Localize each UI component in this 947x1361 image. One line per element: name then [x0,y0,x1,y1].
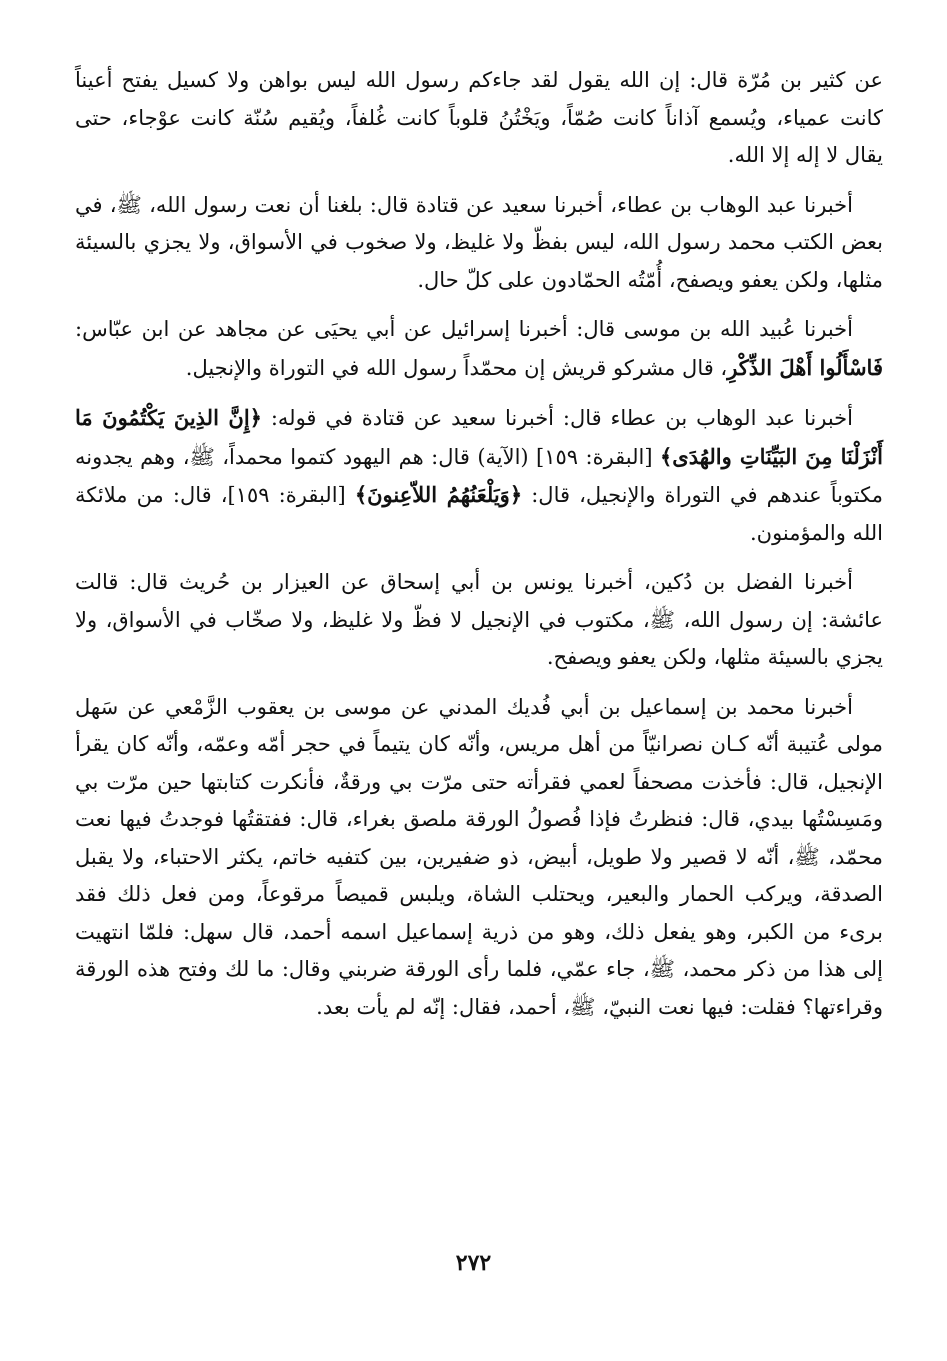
paragraph-text: ، قال مشركو قريش إن محمّداً رسول الله في التوراة والإنجيل. [185,355,728,380]
paragraph-text: أخبرنا الفضل بن دُكين، أخبرنا يونس بن أبي إسحاق عن العيزار بن حُريث قال: قالت عائشة: إن رسول الله، ﷺ، مكتوب في الإنجيل لا فظّ ولا غليظ، ولا صخّاب في الأسواق، ولا يجزي بالسيئة مثلها، ولكن يعفو ويصفح. [75,570,883,669]
paragraph-4 [75,399,883,552]
page-number: ٢٧٢ [455,1250,492,1276]
paragraph-5 [75,564,883,677]
quran-quote: ﴿وَيَلْعَنُهُمُ اللاّعِنونَ﴾ [354,482,523,507]
paragraph-text: [البقرة: ١٥٩] (الآية) قال: هم اليهود كتموا محمداً، ﷺ، وهم يجدونه مكتوباً عندهم في التوراة والإنجيل، قال: [75,444,883,507]
paragraph-text: عن كثير بن مُرّة قال: إن الله يقول لقد جاءكم رسول الله ليس بواهن ولا كسيل يفتح أعيناً كانت عمياء، ويُسمع آذاناً كانت صُمّاً، ويَخْتُنُ قلوباً كانت غُلفاً، ويُقيم سُنّة كانت عوْجاء، حتى يقال لا إله إلا الله. [75,68,883,167]
paragraph-text: أخبرنا محمد بن إسماعيل بن أبي فُديك المدني عن موسى بن يعقوب الزَّمْعي عن سَهل مولى عُتيبة أنّه كـان نصرانيّاً من أهل مريس، وأنّه كان يتيماً في حجر أمّه وعمّه، وأنّه كان يقرأ الإنجيل، قال: فأخذت مصحفاً لعمي فقرأته حتى مرّت بي ورقةٌ، فأنكرت كتابتها حين مرّت بي ومَسِسْتُها بيدي، قال: فنظرتُ فإذا فُصولُ الورقة ملصق بغراء، قال: ففتقتُها فوجدتُ فيها نعت محمّد، ﷺ، أنّه لا قصير ولا طويل، أبيض، ذو ضفيرين، بين كتفيه خاتم، يكثر الاحتباء، ولا يقبل الصدقة، ويركب الحمار والبعير، ويحتلب الشاة، ويلبس قميصاً مرقوعاً، ومن فعل ذلك فقد برىء من الكبر، وهو يفعل ذلك، وهو من ذرية إسماعيل اسمه أحمد، قال سهل: فلمّا انتهيت إلى هذا من ذكر محمد، ﷺ، جاء عمّي، فلما رأى الورقة ضربني وقال: ما لك وفتح هذه الورقة وقراءتها؟ فقلت: فيها نعت النبيّ، ﷺ، أحمد، فقال: إنّه لم يأت بعد. [75,694,883,1019]
page-text [75,62,883,1038]
paragraph-text: أخبرنا عبد الوهاب بن عطاء، أخبرنا سعيد عن قتادة قال: بلغنا أن نعت رسول الله، ﷺ، في بعض الكتب محمد رسول الله، ليس بفظّ ولا غليظ، ولا صخوب في الأسواق، ولا يجزي بالسيئة مثلها، ولكن يعفو ويصفح، أُمّتُه الحمّادون على كلّ حال. [75,192,883,292]
paragraph-1 [75,62,883,175]
paragraph-6 [75,689,883,1027]
quran-quote: ﴿إِنَّ الذِينَ يَكْتُمُونَ مَا أَنْزَلْنَا مِنَ البَيِّنَاتِ والهُدَى﴾ [75,405,883,469]
paragraph-text: أخبرنا عُبيد الله بن موسى قال: أخبرنا إسرائيل عن أبي يحيَى عن مجاهد عن ابن عبّاس: [75,317,853,341]
paragraph-text: أخبرنا عبد الوهاب بن عطاء قال: أخبرنا سعيد عن قتادة في قوله: [261,406,854,430]
paragraph-text: [البقرة: ١٥٩]، قال: من ملائكة الله والمؤمنون. [75,483,883,545]
paragraph-3 [75,311,883,387]
quran-quote: فَاسْأَلُوا أَهْلَ الذِّكْرِ [727,354,883,380]
paragraph-2 [75,187,883,300]
